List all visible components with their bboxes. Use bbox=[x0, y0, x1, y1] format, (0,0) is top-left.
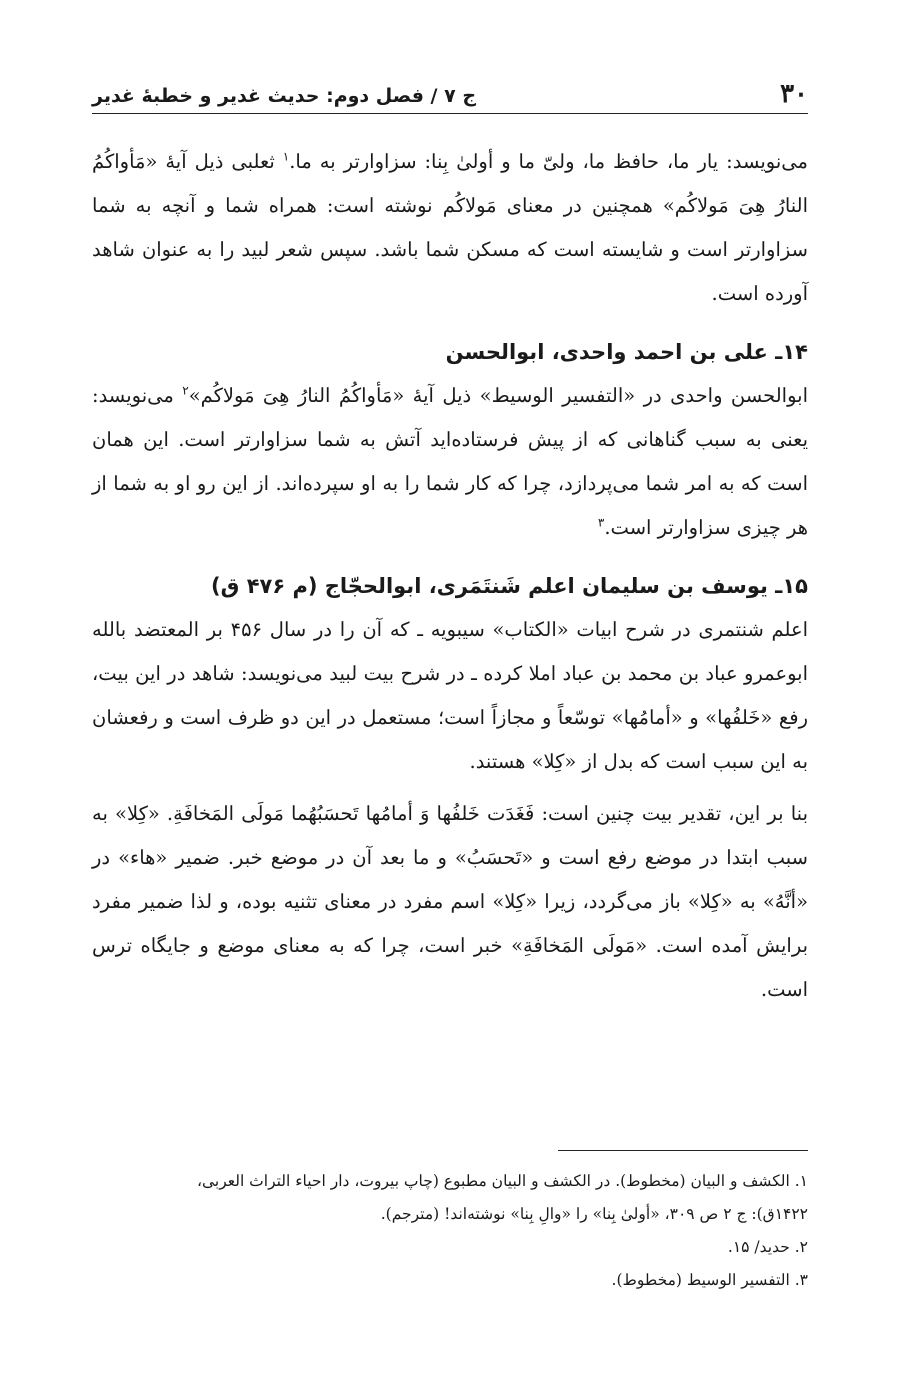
footnotes bbox=[92, 1150, 808, 1297]
footnote-1-line-1: ۱. الکشف و البیان (مخطوط). در الکشف و البیان مطبوع (چاپ بیروت، دار احیاء التراث العربی، bbox=[196, 1172, 808, 1190]
footnote-ref-3: ۳ bbox=[597, 515, 605, 530]
footnote-3: ۳. التفسیر الوسیط (مخطوط). bbox=[611, 1271, 808, 1289]
book-page bbox=[92, 0, 808, 1390]
footnote-1-line-2: ۱۴۲۲ق): ج ۲ ص ۳۰۹، «أولیٰ بِنا» را «والِ بِنا» نوشته‌اند! (مترجم). bbox=[380, 1205, 808, 1223]
page-body bbox=[92, 140, 808, 1012]
footnote-divider bbox=[558, 1150, 808, 1151]
footnote-ref-2: ۲ bbox=[182, 383, 189, 398]
paragraph-2: ابوالحسن واحدی در «التفسیر الوسیط» ذیل آیهٔ «مَأواکُمُ النارُ هِیَ مَولاکُم»$^۲$ می‌نویسد: یعنی به سبب گناهانی که از پیش فرستاده‌اید آتش به شما سزاوارتر است. این همان است که به امر شما می‌پردازد، چرا که کار شما را به او سپرده‌اند. از این رو او به شما از هر چیزی سزاوارتر است.$^۳$ bbox=[92, 383, 809, 539]
footnote-ref-1: ۱ bbox=[282, 149, 290, 164]
page-header bbox=[92, 74, 808, 114]
footnote-2: ۲. حدید/ ۱۵. bbox=[727, 1238, 808, 1256]
paragraph-1: می‌نویسد: یار ما، حافظ ما، ولیّ ما و أولیٰ بِنا: سزاوارتر به ما.$^۱$ ثعلبی ذیل آیهٔ «مَأواکُمُ النارُ هِیَ مَولاکُم» همچنین در معنای مَولاکُم نوشته است: همراه شما و آنچه به شما سزاوارتر است و شایسته است که مسکن شما باشد. سپس شعر لبید را به عنوان شاهد آورده است. bbox=[92, 149, 808, 305]
section-heading-14: ۱۴ـ علی بن احمد واحدی، ابوالحسن bbox=[445, 340, 808, 364]
paragraph-4: بنا بر این، تقدیر بیت چنین است: فَغَدَت خَلفُها وَ أمامُها تَحسَبُهُما مَولَی المَخافَةِ. «کِلا» به سبب ابتدا در موضع رفع است و «تَحسَبُ» و ما بعد آن در موضع خبر. ضمیر «هاء» در «أنَّهُ» به «کِلا» باز می‌گردد، زیرا «کِلا» اسم مفرد در معنای تثنیه بوده، و لذا ضمیر مفرد برایش آمده است. «مَولَی المَخافَةِ» خبر است، چرا که به معنای موضع و جایگاه ترس است. bbox=[92, 802, 808, 1001]
paragraph-3: اعلم شنتمری در شرح ابیات «الکتاب» سیبویه ـ که آن را در سال ۴۵۶ بر المعتضد بالله ابوعمرو عباد بن محمد بن عباد املا کرده ـ در شرح بیت لبید می‌نویسد: شاهد در این بیت، رفع «خَلفُها» و «أمامُها» توسّعاً و مجازاً است؛ مستعمل در این دو ظرف است و رفعشان به این سبب است که بدل از «کِلا» هستند. bbox=[92, 618, 808, 773]
section-heading-15: ۱۵ـ یوسف بن سلیمان اعلم شَنتَمَری، ابوالحجّاج (م ۴۷۶ ق) bbox=[211, 574, 808, 598]
running-title: ج ۷ / فصل دوم: حدیث غدیر و خطبهٔ غدیر bbox=[92, 85, 477, 107]
page-number: ۳۰ bbox=[780, 79, 808, 109]
